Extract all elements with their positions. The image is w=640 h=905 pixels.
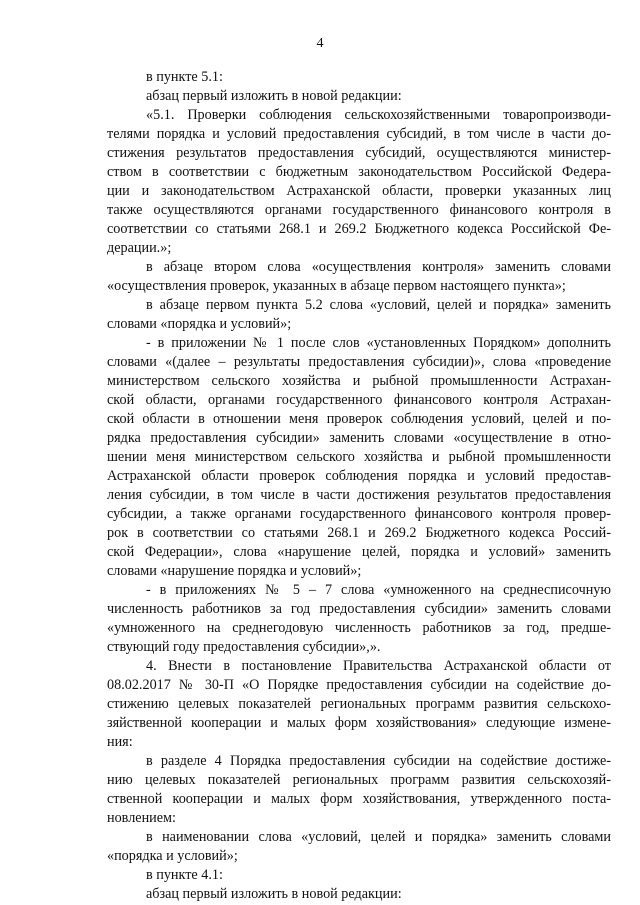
text-line: рядка предоставления субсидии» заменить словами «осуществление в отно- [107,430,611,446]
text-line: абзац первый изложить в новой редакции: [146,886,402,902]
text-line: в разделе 4 Порядка предоставления субсидии на содействие достиже- [146,753,611,769]
text-line: 4. Внести в постановление Правительства Астраханской области от [146,658,611,674]
paragraph [107,581,611,657]
text-line: также осуществляются органами государственного финансового контроля в [107,202,611,218]
paragraph [107,885,611,904]
text-line: в пункте 4.1: [146,867,223,883]
text-line: стижению целевых показателей региональных программ развития сельскохо- [107,696,611,712]
text-line: словами «нарушение порядка и условий»; [107,563,362,579]
text-line: ством в соответствии с бюджетным законодательством Российской Федера- [107,164,611,180]
text-line: дерации.»; [107,240,172,256]
text-line: министерством сельского хозяйства и рыбной промышленности Астрахан- [107,373,611,389]
text-line: ции и законодательством Астраханской области, проверки указанных лиц [107,183,611,199]
text-line: ления субсидии, в том числе в части достижения результатов предоставления [107,487,611,503]
paragraph [107,68,611,87]
text-line: Астраханской области проверок соблюдения порядка и условий предостав- [107,468,611,484]
text-line: зяйственной кооперации и малых форм хозяйствования» следующие измене- [107,715,611,731]
text-line: ния: [107,734,133,750]
paragraph-list [107,68,611,904]
text-line: словами «(далее – результаты предоставления субсидии)», слова «проведение [107,354,611,370]
paragraph [107,752,611,828]
text-line: в пункте 5.1: [146,69,223,85]
text-line: в абзаце первом пункта 5.2 слова «условий, целей и порядка» заменить [146,297,611,313]
paragraph [107,334,611,581]
text-line: - в приложении № 1 после слов «установленных Порядком» дополнить [146,335,611,351]
paragraph [107,296,611,334]
text-line: соответствии со статьями 268.1 и 269.2 Бюджетного кодекса Российской Фе- [107,221,611,237]
text-line: в абзаце втором слова «осуществления контроля» заменить словами [146,259,611,275]
document-body [107,68,611,904]
text-line: ственной кооперации и малых форм хозяйствования, утвержденного поста- [107,791,611,807]
paragraph [107,258,611,296]
paragraph [107,87,611,106]
text-line: - в приложениях № 5 – 7 слова «умноженного на среднесписочную [146,582,611,598]
text-line: в наименовании слова «условий, целей и порядка» заменить словами [146,829,611,845]
text-line: ской области в отношении меня проверок соблюдения условий, целей и по- [107,411,611,427]
text-line: «умноженного на среднегодовую численность работников за год, предше- [107,620,611,636]
text-line: абзац первый изложить в новой редакции: [146,88,402,104]
text-line: «5.1. Проверки соблюдения сельскохозяйственными товаропроизводи- [146,107,611,123]
text-line: стижения результатов предоставления субсидий, осуществляются министер- [107,145,611,161]
text-line: ской области, органами государственного финансового контроля Астрахан- [107,392,611,408]
paragraph [107,657,611,752]
text-line: ской Федерации», слова «нарушение целей, порядка и условий» заменить [107,544,611,560]
text-line: «порядка и условий»; [107,848,238,864]
text-line: «осуществления проверок, указанных в абзаце первом настоящего пункта»; [107,278,566,294]
text-line: субсидии, а также органами государственного финансового контроля провер- [107,506,611,522]
text-line: ствующий году предоставления субсидии»,». [107,639,381,655]
text-line: новлением: [107,810,176,826]
paragraph [107,106,611,258]
text-line: рок в соответствии со статьями 268.1 и 269.2 Бюджетного кодекса Россий- [107,525,611,541]
text-line: численность работников за год предоставления субсидии» заменить словами [107,601,611,617]
paragraph [107,828,611,866]
text-line: шении меня министерством сельского хозяйства и рыбной промышленности [107,449,611,465]
text-line: 08.02.2017 № 30-П «О Порядке предоставления субсидии на содействие до- [107,677,611,693]
text-line: словами «порядка и условий»; [107,316,292,332]
page-number: 4 [316,36,324,51]
text-line: телями порядка и условий предоставления субсидий, в том числе в части до- [107,126,611,142]
text-line: нию целевых показателей региональных программ развития сельскохозяй- [107,772,611,788]
paragraph [107,866,611,885]
